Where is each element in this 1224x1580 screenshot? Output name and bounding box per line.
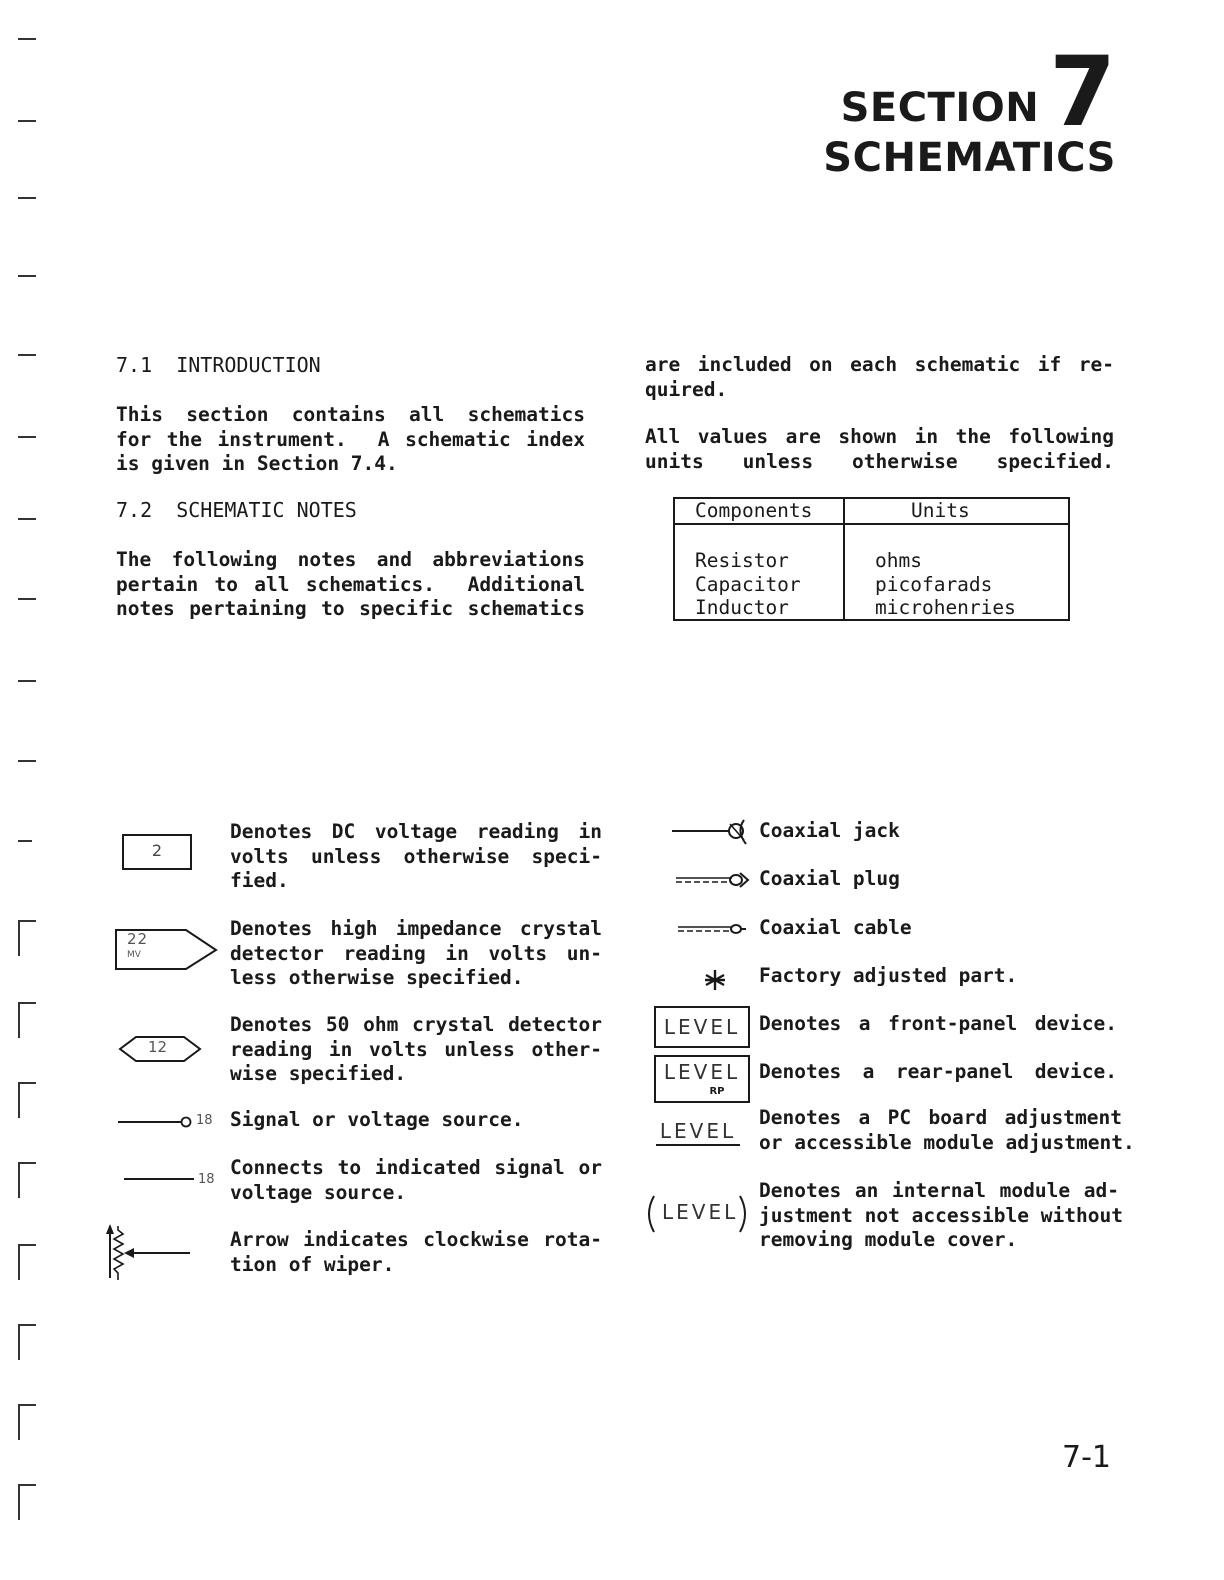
legend-line: voltage source. — [230, 1180, 407, 1204]
high-impedance-unit: MV — [127, 950, 141, 960]
legend-line: or accessible module adjustment. — [759, 1130, 1135, 1154]
dc-voltage-symbol — [122, 834, 192, 870]
intro-paragraph — [116, 403, 585, 477]
values-line: All values are shown in the following — [645, 425, 1114, 448]
legend-factory-adjusted: Factory adjusted part. — [759, 964, 1018, 987]
legend-line: justment not accessible without — [759, 1203, 1123, 1227]
legend-front-panel — [759, 1012, 1117, 1037]
intro-line-text: for the instrument. A schematic index — [116, 427, 585, 451]
margin-tick — [18, 680, 36, 682]
legend-line: Denotes a front-panel device. — [759, 1012, 1117, 1035]
margin-tick — [18, 840, 32, 842]
legend-fifty-ohm — [230, 1013, 602, 1087]
notes-heading: 7.2 SCHEMATIC NOTES — [116, 498, 357, 522]
table-cell-component: Inductor — [695, 596, 789, 619]
table-row — [674, 597, 1069, 620]
wiper-arrow-symbol — [104, 1222, 194, 1282]
notes-paragraph — [116, 548, 585, 622]
units-table — [673, 497, 1070, 621]
section-title: SCHEMATICS — [823, 135, 1116, 181]
intro-heading: 7.1 INTRODUCTION — [116, 353, 321, 377]
table-cell-component: Resistor — [695, 549, 789, 572]
table-header-units: Units — [844, 498, 1069, 524]
margin-bracket — [18, 1162, 36, 1198]
coax-jack-symbol — [670, 818, 752, 848]
legend-line: less otherwise specified. — [230, 966, 524, 989]
page-number: 7-1 — [1062, 1440, 1111, 1475]
legend-wiper-arrow — [230, 1228, 602, 1277]
rear-panel-label: LEVEL — [663, 1060, 741, 1084]
legend-line: removing module cover. — [759, 1228, 1018, 1251]
intro-line — [116, 403, 585, 428]
table-cell-unit: ohms — [844, 549, 1069, 573]
legend-pc-board — [759, 1106, 1135, 1155]
section-header — [823, 36, 1116, 181]
section-number: 7 — [1049, 36, 1116, 148]
notes-cont-line: quired. — [645, 377, 728, 401]
legend-line: Denotes DC voltage reading in — [230, 820, 602, 843]
units-table-header — [674, 498, 1069, 524]
margin-tick — [18, 354, 36, 356]
margin-bracket — [18, 1484, 36, 1520]
table-row — [674, 549, 1069, 573]
internal-module-label: LEVEL — [662, 1200, 739, 1224]
notes-continued — [645, 353, 1114, 402]
margin-tick — [18, 598, 36, 600]
legend-connects-source — [230, 1156, 602, 1205]
front-panel-label: LEVEL — [663, 1015, 741, 1039]
legend-high-impedance — [230, 917, 602, 991]
legend-coax-plug: Coaxial plug — [759, 867, 900, 890]
legend-line: Denotes 50 ohm crystal detector — [230, 1013, 602, 1036]
legend-line: Denotes a rear-panel device. — [759, 1060, 1117, 1083]
margin-tick — [18, 518, 36, 520]
legend-line: volts unless otherwise speci- — [230, 844, 602, 868]
coax-plug-symbol — [676, 870, 752, 890]
values-paragraph — [645, 425, 1114, 474]
legend-line: fied. — [230, 869, 289, 892]
margin-bracket — [18, 1002, 36, 1038]
connects-source-label: 18 — [198, 1172, 215, 1187]
rear-panel-symbol — [654, 1055, 750, 1103]
legend-signal-source — [230, 1108, 602, 1133]
margin-bracket — [18, 1244, 36, 1280]
table-row — [674, 573, 1069, 597]
legend-line: Denotes a PC board adjustment — [759, 1106, 1122, 1129]
legend-rear-panel — [759, 1060, 1117, 1085]
legend-line: Denotes high impedance crystal — [230, 917, 602, 940]
notes-line: notes pertaining to specific schematics — [116, 597, 585, 620]
margin-tick — [18, 436, 36, 438]
pc-board-symbol — [656, 1118, 740, 1146]
table-cell-component: Capacitor — [695, 573, 801, 596]
margin-bracket — [18, 920, 36, 956]
intro-line — [116, 428, 585, 453]
margin-bracket — [18, 1404, 36, 1440]
notes-line: pertain to all schematics. Additional — [116, 572, 585, 596]
connects-source-symbol — [124, 1172, 196, 1186]
table-cell-unit: picofarads — [844, 573, 1069, 597]
legend-line: detector reading in volts un- — [230, 941, 602, 965]
signal-source-label: 18 — [196, 1113, 213, 1128]
intro-line-text: This section contains all schematics — [116, 403, 585, 426]
high-impedance-value: 22 — [127, 930, 149, 948]
legend-line: wise specified. — [230, 1062, 407, 1085]
legend-coax-jack: Coaxial jack — [759, 819, 900, 842]
intro-line: is given in Section 7.4. — [116, 452, 398, 475]
legend-dc-voltage — [230, 820, 602, 894]
margin-tick — [18, 275, 36, 277]
dc-voltage-value: 2 — [151, 841, 163, 860]
legend-line: Connects to indicated signal or — [230, 1156, 602, 1179]
signal-source-symbol — [118, 1112, 198, 1132]
table-spacer — [674, 524, 1069, 549]
coax-cable-symbol — [678, 920, 748, 938]
pc-board-label: LEVEL — [659, 1119, 737, 1143]
legend-line: reading in volts unless other- — [230, 1037, 602, 1061]
legend-line: tion of wiper. — [230, 1252, 395, 1276]
margin-tick — [18, 760, 36, 762]
margin-bracket — [18, 1082, 36, 1118]
margin-tick — [18, 120, 36, 122]
factory-adjusted-star-icon — [704, 969, 726, 991]
legend-line: Signal or voltage source. — [230, 1108, 524, 1131]
legend-coax-cable: Coaxial cable — [759, 916, 912, 939]
legend-line: Arrow indicates clockwise rota- — [230, 1228, 602, 1251]
margin-tick — [18, 38, 36, 40]
legend-line: Denotes an internal module ad- — [759, 1179, 1119, 1202]
values-line: units unless otherwise specified. — [645, 449, 1114, 473]
rear-panel-sublabel: RP — [709, 1086, 725, 1097]
front-panel-symbol — [654, 1006, 750, 1048]
fifty-ohm-value: 12 — [148, 1038, 168, 1056]
legend-internal-module — [759, 1179, 1123, 1253]
margin-tick — [18, 197, 36, 199]
margin-bracket — [18, 1324, 36, 1360]
table-header-components: Components — [674, 498, 844, 524]
section-word: SECTION — [840, 85, 1040, 131]
table-cell-unit: microhenries — [844, 597, 1069, 620]
notes-cont-line: are included on each schematic if re- — [645, 353, 1114, 376]
notes-line: The following notes and abbreviations — [116, 548, 585, 571]
